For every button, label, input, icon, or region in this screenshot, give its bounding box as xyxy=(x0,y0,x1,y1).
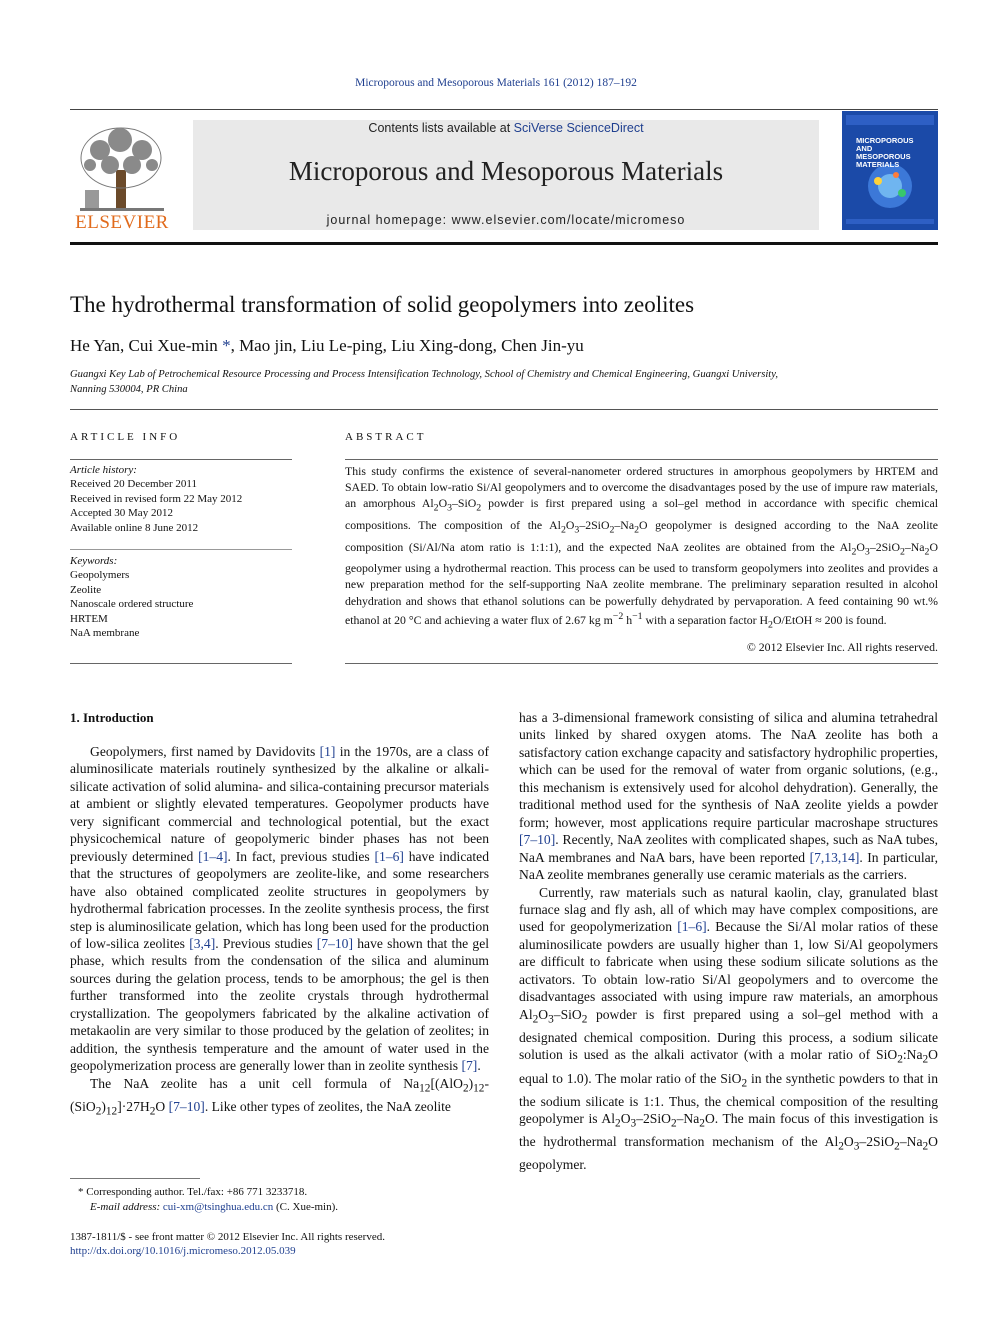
elsevier-logo xyxy=(70,120,174,232)
corresponding-author-mark[interactable]: * xyxy=(217,336,231,355)
citation-link[interactable]: [7–10] xyxy=(519,832,556,848)
corresponding-author-footnote: * Corresponding author. Tel./fax: +86 771 3233718. xyxy=(78,1186,308,1198)
citation-link[interactable]: [1–6] xyxy=(374,848,404,864)
citation-link[interactable]: [3,4] xyxy=(189,935,216,951)
section-heading-introduction: 1. Introduction xyxy=(70,710,154,725)
body-column-left xyxy=(70,743,489,1121)
keywords-rule xyxy=(70,549,292,550)
citation-link[interactable]: [7–10] xyxy=(316,935,353,951)
header-rule-top xyxy=(70,109,938,110)
abstract-bottom-rule xyxy=(345,663,938,664)
title-rule xyxy=(70,409,938,410)
affiliation: Guangxi Key Lab of Petrochemical Resource Processing and Process Intensification Technology, School of Chemistry and Chemical Engineering, Guangxi University, Nanning 530004, PR China xyxy=(70,369,778,395)
sciencedirect-link[interactable]: SciVerse ScienceDirect xyxy=(513,121,644,135)
email-link[interactable]: cui-xm@tsinghua.edu.cn xyxy=(162,1201,274,1213)
article-info-rule xyxy=(70,459,292,460)
elsevier-wordmark: ELSEVIER xyxy=(75,212,169,233)
footnote-rule xyxy=(70,1178,200,1179)
keyword: Zeolite xyxy=(70,583,102,596)
citation-link[interactable]: [7] xyxy=(461,1058,478,1074)
citation-link[interactable]: [1–4] xyxy=(198,848,228,864)
keyword: HRTEM xyxy=(70,612,108,625)
journal-reference[interactable]: Microporous and Mesoporous Materials 161 (2012) 187–192 xyxy=(355,77,637,89)
article-history: Article history: Received 20 December 2011 Received in revised form 22 May 2012 Accepted 30 May 2012 Available online 8 June 2012 xyxy=(70,463,292,535)
keywords: Keywords: Geopolymers Zeolite Nanoscale ordered structure HRTEM NaA membrane xyxy=(70,554,292,640)
abstract-rule xyxy=(345,459,938,460)
cover-title: MICROPOROUS AND MESOPOROUS MATERIALS xyxy=(856,136,914,169)
article-info-bottom-rule xyxy=(70,663,292,664)
journal-homepage[interactable]: journal homepage: www.elsevier.com/locate/micromeso xyxy=(326,213,686,227)
citation-link[interactable]: [7–10] xyxy=(168,1098,205,1114)
email-footnote: E-mail address: cui-xm@tsinghua.edu.cn (C. Xue-min). xyxy=(90,1201,339,1213)
history-revised: Received in revised form 22 May 2012 xyxy=(70,492,243,505)
paragraph: has a 3-dimensional framework consisting of silica and alumina tetrahedral units linked by shared oxygen atoms. The NaA zeolite has both a satisfactory cation exchange capacity and satisfactory hydrophilic properties, which can be used for the removal of water from organic solutions, (e.g., this mechanism is extensively used for alcohol dehydration). Generally, the traditional method used for the synthesis of NaA zeolite yields a powder form; however, most applications require particular macroshape structures [7–10]. Recently, NaA zeolites with complicated shapes, such as NaA tubes, NaA membranes and NaA bars, have been reported [7,13,14]. In particular, NaA zeolite membranes generally use ceramic materials as the carriers. xyxy=(519,710,939,883)
issn-line: 1387-1811/$ - see front matter © 2012 Elsevier Inc. All rights reserved. xyxy=(70,1231,385,1243)
citation-link[interactable]: [1–6] xyxy=(677,919,707,935)
copyright-notice: © 2012 Elsevier Inc. All rights reserved. xyxy=(746,640,938,654)
article-info-heading: ARTICLE INFO xyxy=(70,431,181,443)
paragraph: Currently, raw materials such as natural kaolin, clay, granulated blast furnace slag and fly ash, all of which may have complex compositions, are used for geopolymerization [1–6]. Because the Si/Al molar ratios of these aluminosilicate powders are usually higher than 1, low Si/Al geopolymers are difficult to fabricate when using these sodium silicate solutions as the activators. To obtain low-ratio Si/Al geopolymers and to overcome the disadvantages associated with using impure raw materials, an amorphous $Al_2O_3-SiO_2$ powder is first prepared using a sol–gel method with a designated chemical composition. During this process, a sodium silicate solution is used as the alkali activator (with a molar ratio of $SiO_2:Na_2O$ equal to 1.0). The molar ratio of the SiO$_2$ in the synthetic powders to that in the sodium silicate is 1:1. Thus, the chemical composition of the resulting geopolymer is $Al_2O_3-2SiO_2-Na_2O$. The main focus of this investigation is the hydrothermal transformation mechanism of the $Al_2O_3-2SiO_2-Na_2O$ geopolymer. xyxy=(519,884,939,1173)
abstract-text: This study confirms the existence of several-nanometer ordered structures in amorphous geopolymers by HRTEM and SAED. To obtain low-ratio Si/Al geopolymers and to overcome the disadvantages posed by the use of impure raw materials, an amorphous $Al_2O_3-SiO_2$ powder is first prepared using a sol–gel method in accordance with specific chemical compositions. The composition of the $Al_2O_3-2SiO_2-Na_2O$ geopolymer is designed according to the NaA zeolite composition (Si/Al/Na atom ratio is 1:1:1), and the expected NaA zeolites are obtained from the $Al_2O_3-2SiO_2-Na_2O$ geopolymer using a hydrothermal reaction. This process can be used to transform geopolymers into zeolites and provides a new preparation method for the self-supporting NaA zeolite membrane. The preliminary separation resulted in alcohol dehydration and shows that ethanol solutions can be powerfully dehydrated by pervaporation. A feed containing 90 wt.% ethanol at 20 °C and achieving a water flux of 2.67 kg $m^{-2}$ $h^{-1}$ with a separation factor $H_2O$/EtOH ≈ 200 is found. xyxy=(345,464,938,630)
journal-name: Microporous and Mesoporous Materials xyxy=(288,156,724,186)
journal-cover-image-icon xyxy=(842,111,938,230)
citation-link[interactable]: [7,13,14] xyxy=(809,849,860,865)
abstract-heading: ABSTRACT xyxy=(345,431,427,443)
doi-link[interactable]: http://dx.doi.org/10.1016/j.micromeso.2012.05.039 xyxy=(70,1245,296,1257)
author-list: He Yan, Cui Xue-min *, Mao jin, Liu Le-ping, Liu Xing-dong, Chen Jin-yu xyxy=(70,336,584,355)
keyword: Nanoscale ordered structure xyxy=(70,598,194,611)
citation-link[interactable]: [1] xyxy=(319,744,336,759)
history-accepted: Accepted 30 May 2012 xyxy=(70,507,173,520)
paragraph: Geopolymers, first named by Davidovits [1] in the 1970s, are a class of aluminosilicate materials routinely synthesized by the alkaline or alkali-silicate activation of solid alumina- and silica-containing precursor materials at ambient or slightly elevated temperatures. Geopolymer products have very significant commercial and technological potential, but the exact physicochemical nature of geopolymeric binder phases has not been previously determined [1–4]. In fact, previous studies [1–6] have indicated that the structures of geopolymers are zeolite-like, and some researchers have also obtained complicated zeolite structures in geopolymers by hydrothermal fabrication processes. In the zeolite synthesis process, the first step is aluminosilicate gelation, which has long been used for the production of low-silica zeolites [3,4]. Previous studies [7–10] have shown that the gel phase, which results from the condensation of the silica and aluminum sources during the gelation process, tends to be amorphous; the gel is then further transformed into the zeolite crystals through hydrothermal crystallization. The geopolymers fabricated by the alkaline activation of metakaolin are very similar to those produced by the gelation of zeolites; in addition, the synthesis temperature and the amount of water used in the geopolymerization process are generally lower than in zeolite synthesis [7]. xyxy=(70,744,490,1074)
article-title: The hydrothermal transformation of solid geopolymers into zeolites xyxy=(70,292,695,317)
history-online: Available online 8 June 2012 xyxy=(70,521,199,534)
keyword: Geopolymers xyxy=(70,569,130,582)
history-received: Received 20 December 2011 xyxy=(70,478,197,491)
contents-available-line: Contents lists available at SciVerse ScienceDirect xyxy=(368,121,644,135)
paragraph: The NaA zeolite has a unit cell formula of $Na_{12}[(AlO_2)_{12}-(SiO_2)_{12}]\cdot 27H_2O$ [7–10]. Like other types of zeolites, the NaA zeolite xyxy=(70,1075,489,1118)
journal-cover xyxy=(842,111,938,230)
header-rule-bottom xyxy=(70,242,938,245)
keyword: NaA membrane xyxy=(70,627,140,640)
body-column-right xyxy=(519,709,938,1174)
